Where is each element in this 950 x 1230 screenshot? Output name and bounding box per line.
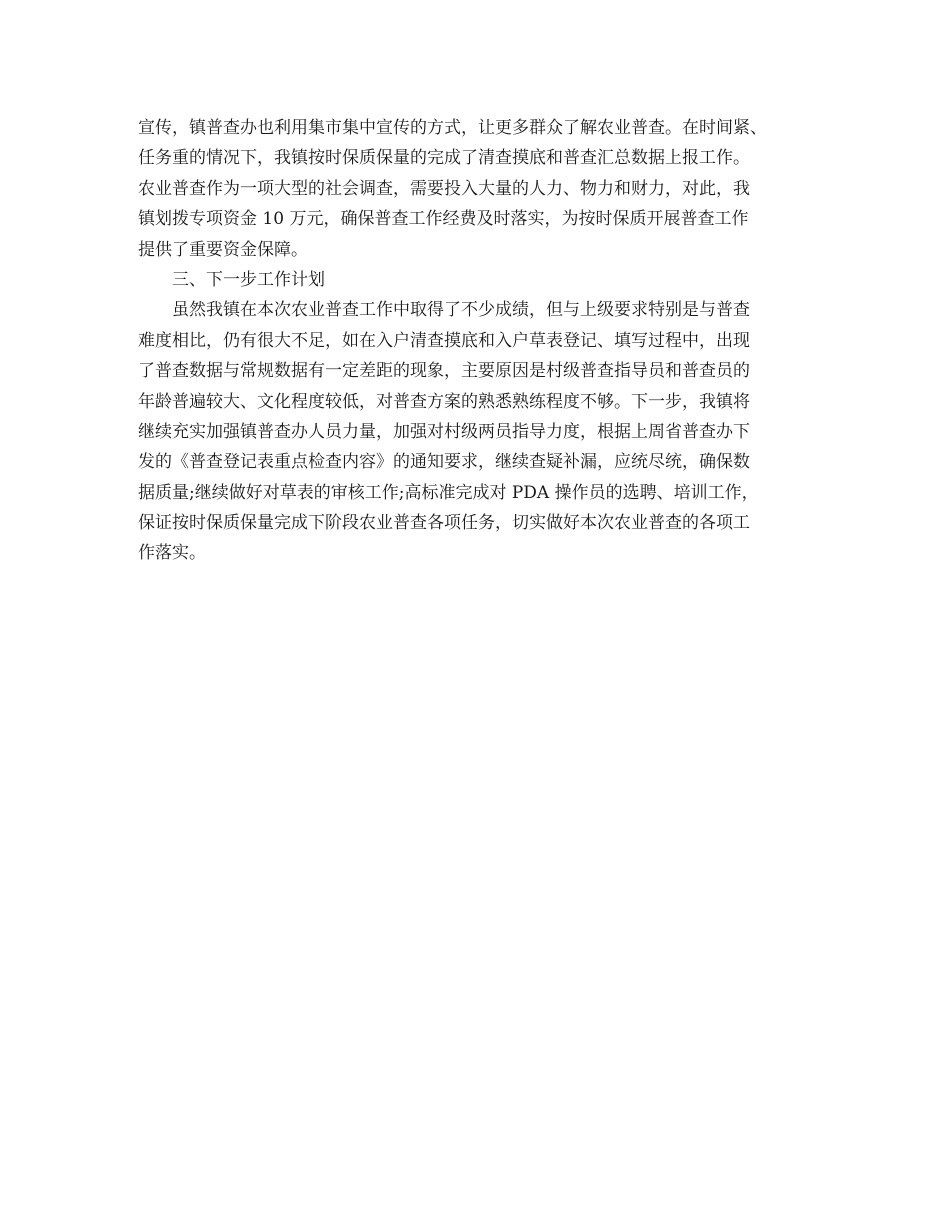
paragraph-line: 提供了重要资金保障。 bbox=[138, 239, 308, 260]
paragraph-line: 作落实。 bbox=[138, 543, 206, 564]
paragraph-line: 虽然我镇在本次农业普查工作中取得了不少成绩，但与上级要求特别是与普查 bbox=[172, 300, 750, 321]
paragraph-line: 保证按时保质保量完成下阶段农业普查各项任务，切实做好本次农业普查的各项工 bbox=[138, 513, 750, 534]
document-body bbox=[138, 113, 838, 569]
paragraph-line: 农业普查作为一项大型的社会调查，需要投入大量的人力、物力和财力，对此，我 bbox=[138, 178, 750, 199]
paragraph-line: 发的《普查登记表重点检查内容》的通知要求，继续查疑补漏，应统尽统，确保数 bbox=[138, 452, 750, 473]
paragraph-line: 镇划拨专项资金 10 万元，确保普查工作经费及时落实，为按时保质开展普查工作 bbox=[138, 209, 749, 230]
paragraph-line: 宣传，镇普查办也利用集市集中宣传的方式，让更多群众了解农业普查。在时间紧、 bbox=[138, 118, 767, 138]
section-heading: 三、下一步工作计划 bbox=[172, 269, 325, 290]
paragraph-line: 年龄普遍较大、文化程度较低，对普查方案的熟悉熟练程度不够。下一步，我镇将 bbox=[138, 391, 750, 412]
paragraph-line: 继续充实加强镇普查办人员力量，加强对村级两员指导力度，根据上周省普查办下 bbox=[138, 421, 750, 442]
paragraph-line: 据质量;继续做好对草表的审核工作;高标准完成对 PDA 操作员的选聘、培训工作， bbox=[138, 482, 759, 503]
paragraph-line: 难度相比，仍有很大不足，如在入户清查摸底和入户草表登记、填写过程中，出现 bbox=[138, 330, 750, 351]
paragraph-line: 了普查数据与常规数据有一定差距的现象，主要原因是村级普查指导员和普查员的 bbox=[138, 361, 750, 382]
paragraph-line: 任务重的情况下，我镇按时保质保量的完成了清查摸底和普查汇总数据上报工作。 bbox=[138, 148, 750, 169]
